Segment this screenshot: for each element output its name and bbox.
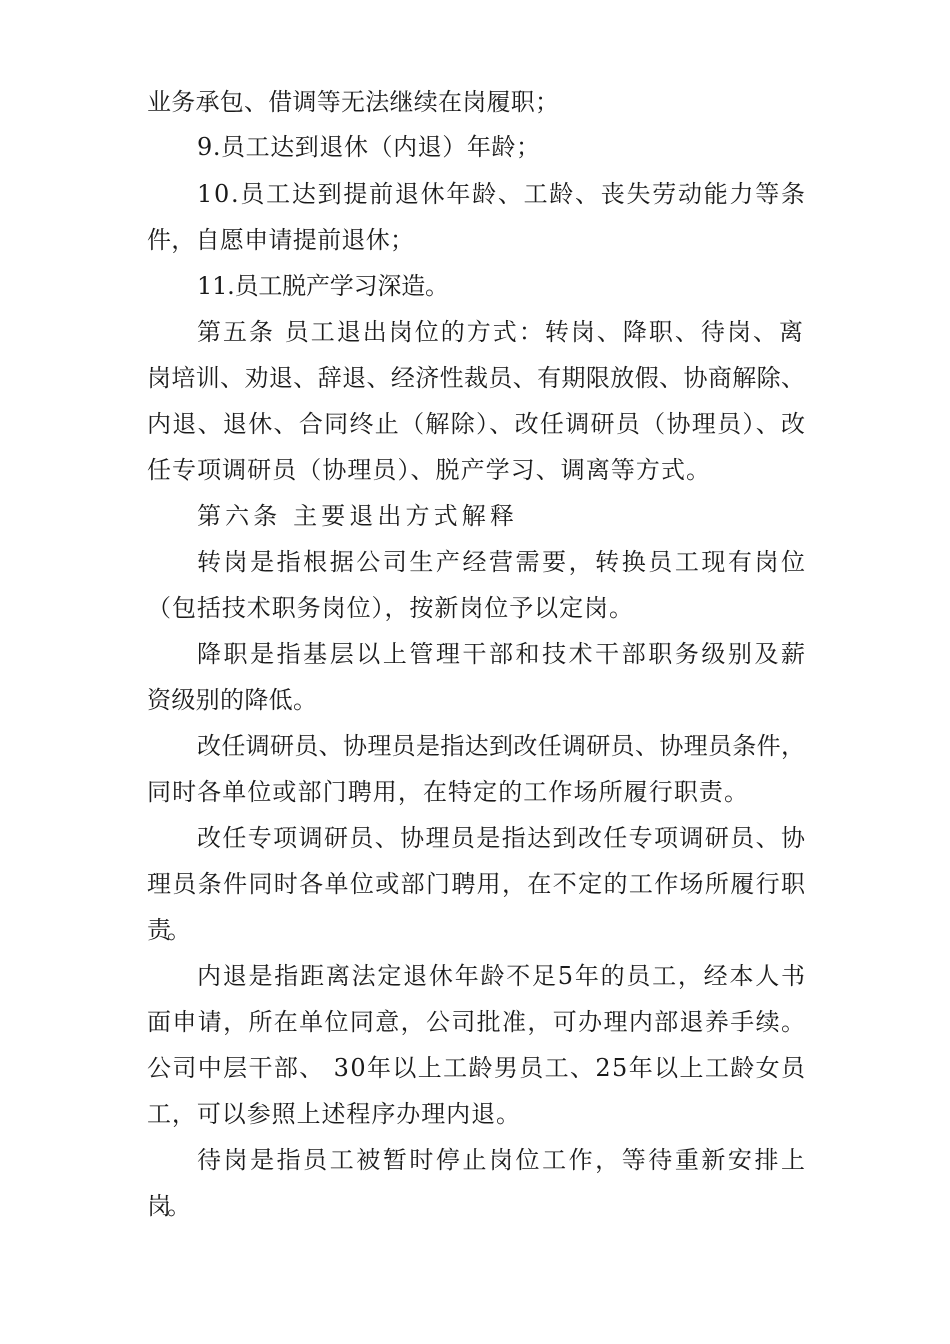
text-line: 改任专项调研员、协理员是指达到改任专项调研员、协 (197, 824, 807, 852)
text-line: 改任调研员、协理员是指达到改任调研员、协理员条件， (197, 732, 806, 760)
text-line: 第六条 主要退出方式解释 (197, 502, 518, 530)
text-line: 资级别的降低。 (147, 686, 318, 714)
text-line: 理员条件同时各单位或部门聘用，在不定的工作场所履行职 (147, 870, 807, 898)
text-line: 内退、退休、合同终止（解除）、改任调研员（协理员）、改 (147, 410, 807, 438)
text-line: 转岗是指根据公司生产经营需要，转换员工现有岗位 (197, 548, 808, 576)
text-line: 待岗是指员工被暂时停止岗位工作，等待重新安排上 (197, 1146, 808, 1174)
text-line: 责。 (147, 916, 187, 944)
text-line: 9.员工达到退休（内退）年龄； (197, 133, 541, 161)
text-line: 面申请，所在单位同意，公司批准，可办理内部退养手续。 (147, 1008, 807, 1036)
text-line: 10.员工达到提前退休年龄、工龄、丧失劳动能力等条 (197, 180, 807, 208)
text-line: （包括技术职务岗位），按新岗位予以定岗。 (147, 594, 634, 622)
text-line: 业务承包、借调等无法继续在岗履职； (147, 88, 560, 116)
text-line: 第五条 员工退出岗位的方式：转岗、降职、待岗、离 (197, 318, 805, 346)
text-line: 任专项调研员（协理员）、脱产学习、调离等方式。 (147, 456, 712, 484)
text-line: 工，可以参照上述程序办理内退。 (147, 1100, 521, 1128)
text-line: 内退是指距离法定退休年龄不足5年的员工，经本人书 (197, 962, 807, 990)
text-line: 件，自愿申请提前退休； (147, 226, 415, 254)
text-line: 11.员工脱产学习深造。 (197, 272, 449, 300)
text-line: 岗。 (147, 1192, 187, 1220)
text-line: 公司中层干部、 30年以上工龄男员工、25年以上工龄女员 (147, 1054, 807, 1082)
text-line: 降职是指基层以上管理干部和技术干部职务级别及薪 (197, 640, 808, 668)
text-line: 同时各单位或部门聘用，在特定的工作场所履行职责。 (147, 778, 750, 806)
text-line: 岗培训、劝退、辞退、经济性裁员、有期限放假、协商解除、 (147, 364, 806, 392)
